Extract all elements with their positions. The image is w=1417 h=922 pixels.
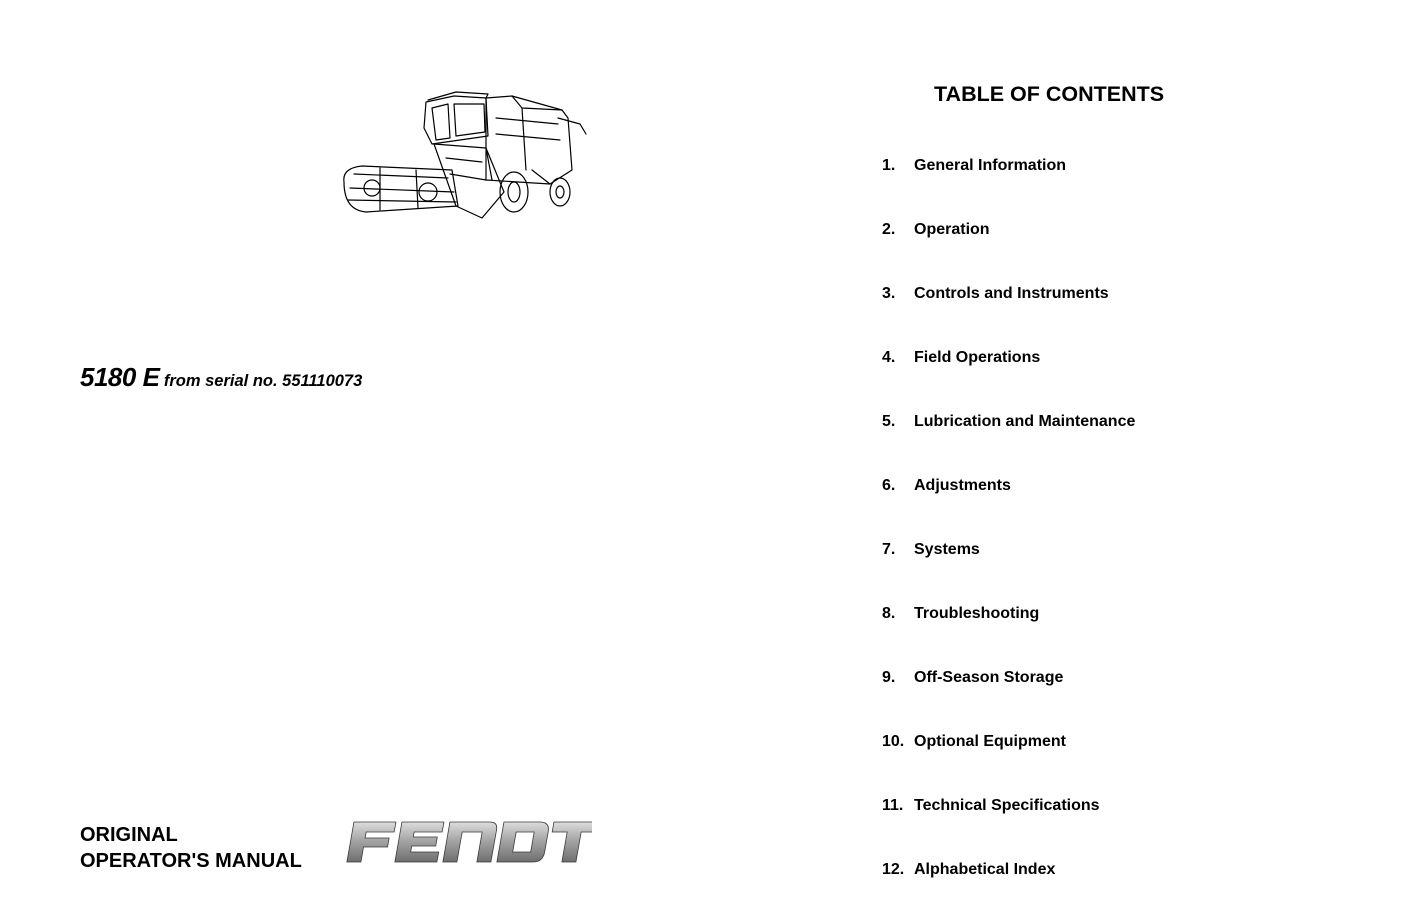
toc-item-label: Technical Specifications [914,797,1100,814]
toc-item-field-operations[interactable] [882,346,1135,410]
toc-item-off-season-storage[interactable] [882,666,1135,730]
toc-item-number: 1. [882,157,896,174]
toc-item-number: 4. [882,349,896,366]
toc-item-number: 3. [882,285,896,302]
toc-item-label: Adjustments [914,477,1011,494]
manual-title-line-1: ORIGINAL [80,824,178,846]
toc-item-general-information[interactable] [882,154,1135,218]
toc-item-optional-equipment[interactable] [882,730,1135,794]
toc-item-number: 2. [882,221,896,238]
toc-item-operation[interactable] [882,218,1135,282]
toc-item-number: 7. [882,541,896,558]
serial-number-text: from serial no. 551110073 [163,372,363,390]
toc-heading: TABLE OF CONTENTS [934,82,1165,106]
toc-item-technical-specifications[interactable] [882,794,1135,858]
toc-item-controls-and-instruments[interactable] [882,282,1135,346]
toc-item-label: General Information [914,157,1067,174]
toc-item-label: Systems [914,541,980,558]
toc-list [882,154,1135,922]
toc-item-label: Lubrication and Maintenance [914,413,1136,430]
toc-item-number: 10. [882,733,905,750]
toc-item-label: Alphabetical Index [914,861,1056,878]
toc-item-number: 12. [882,861,905,878]
toc-item-label: Troubleshooting [914,605,1040,622]
manual-title [80,822,302,874]
combine-harvester-illustration [336,88,598,224]
toc-item-troubleshooting[interactable] [882,602,1135,666]
toc-item-label: Field Operations [914,349,1041,366]
toc-item-number: 8. [882,605,896,622]
toc-item-adjustments[interactable] [882,474,1135,538]
toc-item-number: 11. [882,797,904,814]
toc-item-label: Controls and Instruments [914,285,1109,302]
model-serial-line [80,362,362,393]
toc-item-label: Off-Season Storage [914,669,1064,686]
toc-item-label: Operation [914,221,990,238]
fendt-logo [342,816,592,868]
toc-item-alphabetical-index[interactable] [882,858,1135,922]
toc-item-systems[interactable] [882,538,1135,602]
toc-item-number: 6. [882,477,896,494]
toc-item-number: 5. [882,413,896,430]
toc-item-lubrication-and-maintenance[interactable] [882,410,1135,474]
toc-item-number: 9. [882,669,896,686]
manual-title-line-2: OPERATOR'S MANUAL [80,850,302,872]
model-name: 5180 E [80,362,160,392]
toc-item-label: Optional Equipment [914,733,1066,750]
